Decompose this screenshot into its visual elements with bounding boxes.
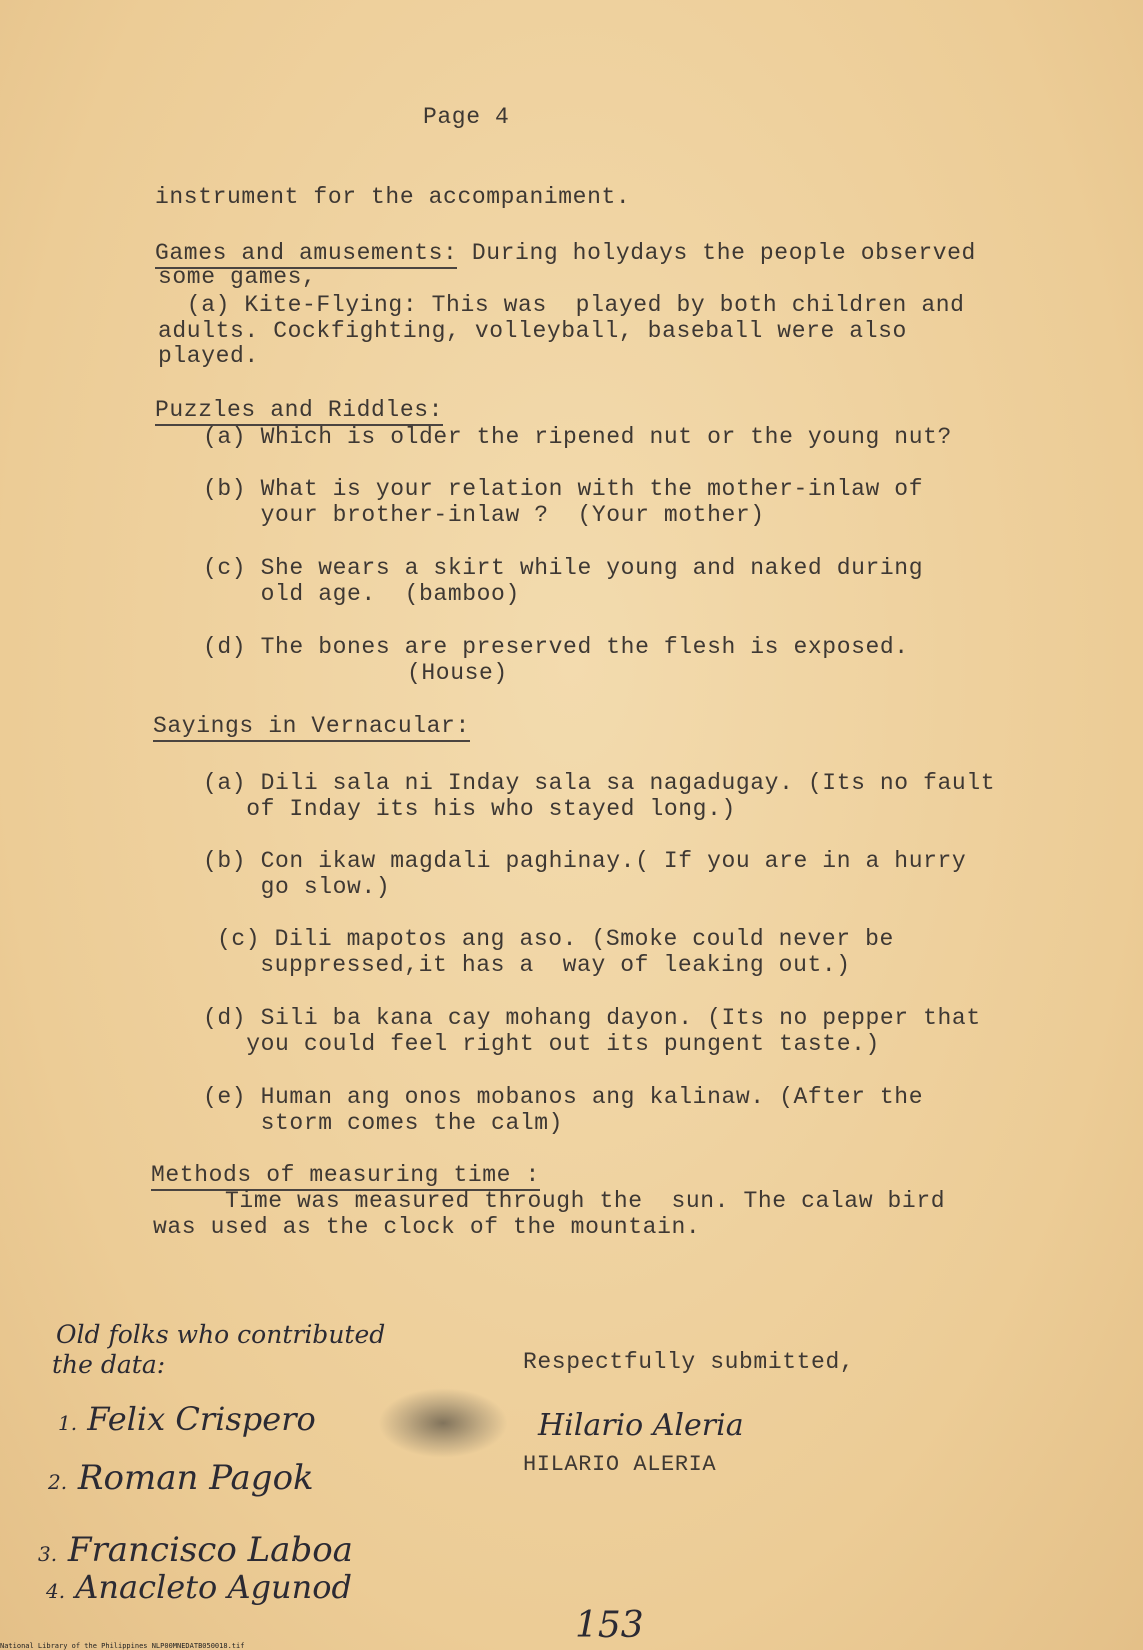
- signature: Hilario Aleria: [538, 1408, 744, 1443]
- methods-line-2: was used as the clock of the mountain.: [153, 1214, 701, 1240]
- continued-line: instrument for the accompaniment.: [155, 184, 631, 210]
- puzzle-b-1: (b) What is your relation with the mother-inlaw of: [203, 476, 924, 502]
- games-intro: During holydays the people observed: [457, 240, 976, 266]
- saying-b-2: go slow.): [203, 874, 391, 900]
- puzzle-b-2: your brother-inlaw ? (Your mother): [203, 502, 765, 528]
- contributor-num: 1.: [58, 1411, 78, 1435]
- contributor-4: [46, 1568, 352, 1606]
- page-label: Page 4: [423, 104, 510, 130]
- sayings-heading-text: Sayings in Vernacular:: [153, 713, 470, 742]
- puzzle-d-1: (d) The bones are preserved the flesh is exposed.: [203, 634, 909, 660]
- contributor-num: 4.: [46, 1579, 66, 1603]
- games-item-a-2: adults. Cockfighting, volleyball, baseball were also: [158, 318, 907, 344]
- sayings-heading: [153, 713, 470, 739]
- puzzles-heading-text: Puzzles and Riddles:: [155, 397, 443, 426]
- contributor-name: Anacleto Agunod: [75, 1568, 353, 1606]
- games-item-a-1: (a) Kite-Flying: This was played by both children and: [158, 292, 965, 318]
- games-line-2: some games,: [158, 264, 317, 290]
- puzzles-heading: [155, 397, 443, 423]
- saying-e-2: storm comes the calm): [203, 1110, 564, 1136]
- saying-c-2: suppressed,it has a way of leaking out.): [217, 952, 851, 978]
- saying-c-1: (c) Dili mapotos ang aso. (Smoke could never be: [217, 926, 894, 952]
- saying-d-1: (d) Sili ba kana cay mohang dayon. (Its no pepper that: [203, 1005, 981, 1031]
- typed-name: HILARIO ALERIA: [523, 1452, 717, 1477]
- contributor-num: 2.: [48, 1470, 68, 1494]
- games-line-1: [155, 240, 976, 266]
- thumbprint-mark: [378, 1388, 508, 1458]
- contributor-3: [38, 1530, 353, 1570]
- closing-text: Respectfully submitted,: [523, 1349, 855, 1375]
- contributor-2: [48, 1458, 314, 1498]
- saying-a-1: (a) Dili sala ni Inday sala sa nagadugay. (Its no fault: [203, 770, 996, 796]
- saying-a-2: of Inday its his who stayed long.): [203, 796, 736, 822]
- puzzle-a: (a) Which is older the ripened nut or the young nut?: [203, 424, 952, 450]
- games-item-a-3: played.: [158, 343, 259, 369]
- contributor-1: [58, 1400, 316, 1438]
- contributors-title-2: the data:: [52, 1350, 166, 1379]
- methods-line-1: Time was measured through the sun. The calaw bird: [153, 1188, 946, 1214]
- puzzle-d-2: (House): [407, 660, 508, 686]
- puzzle-c-1: (c) She wears a skirt while young and naked during: [203, 555, 924, 581]
- page-number-handwritten: 153: [575, 1605, 644, 1646]
- contributor-name: Francisco Laboa: [67, 1530, 353, 1570]
- contributor-name: Roman Pagok: [77, 1458, 314, 1498]
- saying-b-1: (b) Con ikaw magdali paghinay.( If you are in a hurry: [203, 848, 967, 874]
- contributor-name: Felix Crispero: [87, 1400, 316, 1438]
- saying-d-2: you could feel right out its pungent taste.): [203, 1031, 880, 1057]
- puzzle-c-2: old age. (bamboo): [203, 581, 520, 607]
- methods-heading: [151, 1162, 540, 1188]
- saying-e-1: (e) Human ang onos mobanos ang kalinaw. (After the: [203, 1084, 924, 1110]
- games-heading: Games and amusements:: [155, 240, 457, 269]
- contributor-num: 3.: [38, 1542, 58, 1566]
- contributors-title-1: Old folks who contributed: [56, 1320, 386, 1349]
- methods-heading-text: Methods of measuring time :: [151, 1162, 540, 1191]
- archive-footer: National Library of the Philippines NLP00MNEDATB050018.tif: [0, 1642, 245, 1650]
